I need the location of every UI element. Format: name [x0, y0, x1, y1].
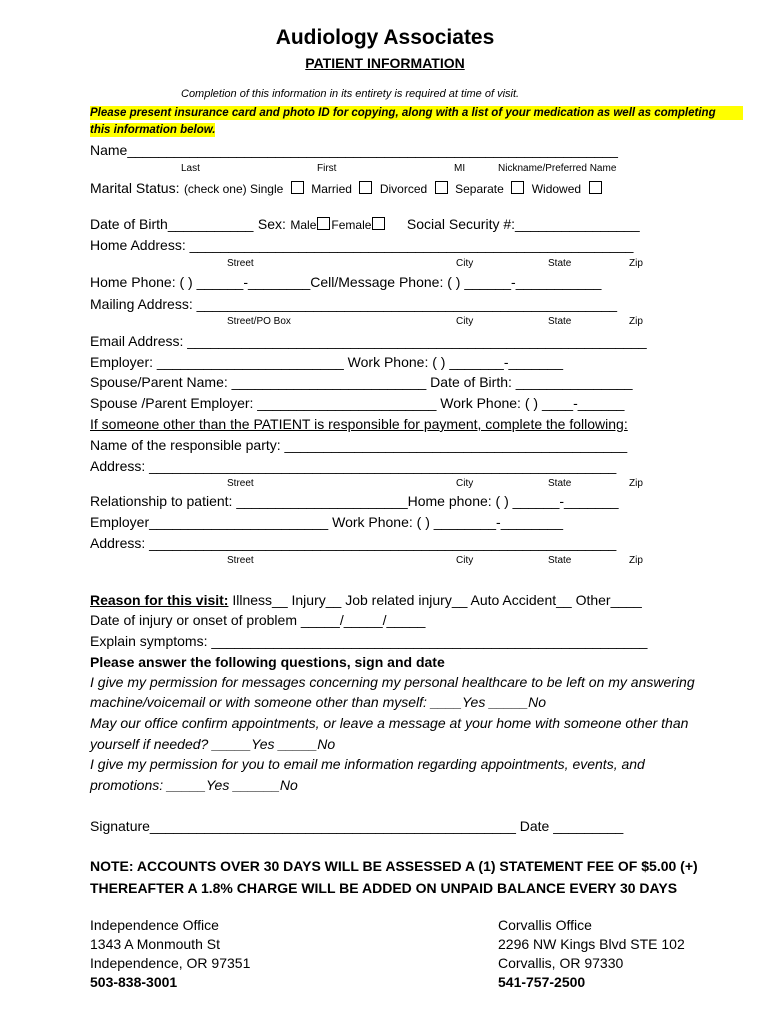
corvallis-office-city: Corvallis, OR 97330	[498, 955, 624, 971]
name-sub-mi: MI	[454, 163, 466, 174]
mailing-sub-city: City	[456, 316, 474, 327]
mailing-sub-street: Street/PO Box	[227, 316, 291, 327]
onset-field[interactable]: Date of injury or onset of problem _____/_____/_____	[90, 612, 426, 628]
married-label: Married	[311, 182, 352, 196]
reason-options[interactable]: Illness__ Injury__ Job related injury__ Auto Accident__ Other____	[228, 592, 642, 608]
resp2-sub-street: Street	[227, 555, 254, 566]
separate-checkbox[interactable]	[511, 181, 524, 194]
independence-office-phone: 503-838-3001	[90, 974, 178, 990]
corvallis-office-name: Corvallis Office	[498, 917, 592, 933]
question-3-line-2[interactable]: promotions: _____Yes ______No	[90, 777, 298, 793]
resp2-sub-state: State	[548, 555, 572, 566]
spouse-name-field[interactable]: Spouse/Parent Name: _________________________ Date of Birth: _______________	[90, 374, 633, 390]
home-sub-zip: Zip	[629, 258, 643, 269]
phone-field[interactable]: Home Phone: ( ) ______-________Cell/Message Phone: ( ) ______-___________	[90, 274, 602, 290]
resp-sub-street: Street	[227, 478, 254, 489]
insurance-note-line-1: Please present insurance card and photo ID for copying, along with a list of your medication as well as completing	[90, 106, 743, 120]
relationship-field[interactable]: Relationship to patient: ______________________Home phone: ( ) ______-_______	[90, 493, 619, 509]
resp-sub-state: State	[548, 478, 572, 489]
completion-note: Completion of this information in its entirety is required at time of visit.	[181, 88, 520, 100]
resp-sub-city: City	[456, 478, 474, 489]
mailing-sub-zip: Zip	[629, 316, 643, 327]
female-checkbox[interactable]	[372, 217, 385, 230]
marital-status-row	[90, 180, 605, 198]
name-field[interactable]: Name_______________________________________________________________	[90, 142, 618, 158]
divorced-label: Divorced	[379, 182, 428, 196]
questions-heading: Please answer the following questions, sign and date	[90, 654, 445, 670]
name-sub-first: First	[317, 163, 337, 174]
separate-label: Separate	[455, 182, 504, 196]
symptoms-field[interactable]: Explain symptoms: ________________________________________________________	[90, 633, 648, 649]
corvallis-office-street: 2296 NW Kings Blvd STE 102	[498, 936, 685, 952]
insurance-note-line-2: this information below.	[90, 124, 216, 136]
marital-status-label: Marital Status:	[90, 180, 180, 196]
resp2-sub-zip: Zip	[629, 555, 643, 566]
mailing-sub-state: State	[548, 316, 572, 327]
widowed-label: Widowed	[531, 182, 582, 196]
resp2-sub-city: City	[456, 555, 474, 566]
home-sub-city: City	[456, 258, 474, 269]
corvallis-office	[498, 916, 685, 992]
independence-office-name: Independence Office	[90, 917, 219, 933]
question-1-line-1: I give my permission for messages concerning my personal healthcare to be left on my answering	[90, 674, 695, 690]
responsible-heading: If someone other than the PATIENT is responsible for payment, complete the following:	[90, 416, 628, 432]
divorced-checkbox[interactable]	[435, 181, 448, 194]
employer-field[interactable]: Employer: ________________________ Work Phone: ( ) _______-_______	[90, 354, 563, 370]
form-subtitle: PATIENT INFORMATION	[305, 55, 465, 71]
widowed-checkbox[interactable]	[589, 181, 602, 194]
fee-notice-line-1: NOTE: ACCOUNTS OVER 30 DAYS WILL BE ASSESSED A (1) STATEMENT FEE OF $5.00 (+)	[90, 858, 698, 874]
responsible-address-field[interactable]: Address: ____________________________________________________________	[90, 458, 617, 474]
home-sub-state: State	[548, 258, 572, 269]
reason-row[interactable]	[90, 592, 642, 608]
responsible-name-field[interactable]: Name of the responsible party: ____________________________________________	[90, 437, 628, 453]
responsible-address2-field[interactable]: Address: ____________________________________________________________	[90, 535, 617, 551]
home-address-field[interactable]: Home Address: _________________________________________________________	[90, 237, 634, 253]
spouse-employer-field[interactable]: Spouse /Parent Employer: _______________________ Work Phone: ( ) ____-______	[90, 395, 625, 411]
dob-row	[90, 216, 640, 234]
email-field[interactable]: Email Address: ___________________________________________________________	[90, 333, 647, 349]
dob-field[interactable]: Date of Birth___________	[90, 216, 254, 232]
signature-field[interactable]: Signature_______________________________________________ Date _________	[90, 818, 624, 834]
male-label: Male	[290, 218, 317, 232]
name-sub-last: Last	[181, 163, 200, 174]
reason-label: Reason for this visit:	[90, 592, 229, 608]
male-checkbox[interactable]	[317, 217, 330, 230]
single-checkbox[interactable]	[291, 181, 304, 194]
home-sub-street: Street	[227, 258, 254, 269]
independence-office	[90, 916, 250, 992]
question-3-line-1: I give my permission for you to email me information regarding appointments, events, and	[90, 756, 645, 772]
female-label: Female	[331, 218, 372, 232]
fee-notice-line-2: THEREAFTER A 1.8% CHARGE WILL BE ADDED ON UNPAID BALANCE EVERY 30 DAYS	[90, 880, 678, 896]
ssn-field[interactable]: Social Security #:________________	[406, 216, 640, 232]
form-title: Audiology Associates	[275, 26, 495, 49]
question-1-line-2[interactable]: machine/voicemail or with someone other than myself: ____Yes _____No	[90, 694, 547, 710]
marital-check-one: (check one) Single	[183, 182, 284, 196]
question-2-line-1: May our office confirm appointments, or leave a message at your home with someone other than	[90, 715, 689, 731]
resp-sub-zip: Zip	[629, 478, 643, 489]
sex-label: Sex:	[257, 216, 286, 232]
name-sub-nickname: Nickname/Preferred Name	[498, 163, 617, 174]
question-2-line-2[interactable]: yourself if needed? _____Yes _____No	[90, 736, 336, 752]
independence-office-city: Independence, OR 97351	[90, 955, 251, 971]
mailing-address-field[interactable]: Mailing Address: ______________________________________________________	[90, 296, 618, 312]
corvallis-office-phone: 541-757-2500	[498, 974, 586, 990]
married-checkbox[interactable]	[359, 181, 372, 194]
responsible-employer-field[interactable]: Employer_______________________ Work Phone: ( ) ________-________	[90, 514, 564, 530]
independence-office-street: 1343 A Monmouth St	[90, 936, 220, 952]
